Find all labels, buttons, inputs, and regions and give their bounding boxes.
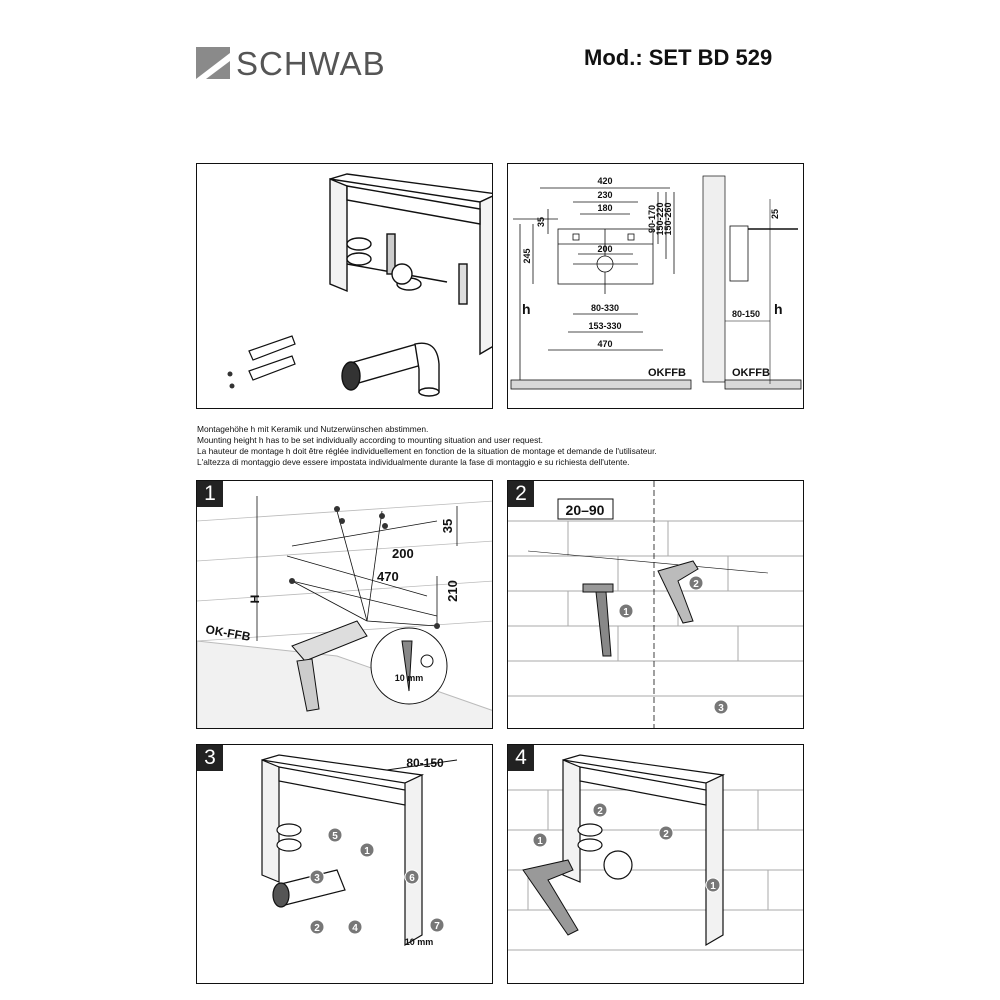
dim-80-330: 80-330 <box>590 303 620 313</box>
step-4-panel <box>507 744 804 984</box>
mounting-notes <box>197 424 657 468</box>
dim-h-left: h <box>522 301 531 317</box>
dim-230: 230 <box>597 190 613 200</box>
step3-drill-size: 10 mm <box>404 937 434 947</box>
okffb-left: OKFFB <box>648 367 686 379</box>
dim-470: 470 <box>597 339 613 349</box>
step1-dim-200: 200 <box>392 546 414 561</box>
dim-90-170: 90-170 <box>647 204 657 234</box>
dim-180: 180 <box>597 203 613 213</box>
step4-marker-1b-label: 1 <box>710 881 716 892</box>
note-fr: La hauteur de montage h doit être réglée individuellement en fonction de la situation de montage et demande de l'utilisateur. <box>197 446 657 456</box>
step2-range: 20–90 <box>565 502 605 518</box>
step-2-illustration <box>508 481 804 729</box>
step-3-panel <box>196 744 493 984</box>
step3-marker-1-label: 1 <box>364 846 370 857</box>
step3-marker-7-label: 7 <box>434 921 440 932</box>
step-2-panel <box>507 480 804 729</box>
dim-153-330: 153-330 <box>588 321 622 331</box>
step1-height-label: H <box>248 594 262 604</box>
note-it: L'altezza di montaggio deve essere impostata individualmente durante la fase di montaggio e su richiesta dell'utente. <box>197 457 630 467</box>
dim-150-260: 150-260 <box>663 202 673 236</box>
parts-illustration <box>197 164 493 409</box>
step1-okffb: OK-FFB <box>204 622 252 644</box>
note-en: Mounting height h has to be set individually according to mounting situation and user request. <box>197 435 543 445</box>
step2-marker-1-label: 1 <box>623 607 629 618</box>
step-number: 1 <box>197 481 223 507</box>
step2-marker-2-label: 2 <box>693 579 699 590</box>
model-title: Mod.: SET BD 529 <box>584 45 773 70</box>
dimension-drawing-panel <box>507 163 804 409</box>
step2-marker-3-label: 3 <box>718 703 724 714</box>
step3-marker-4-label: 4 <box>352 923 358 934</box>
step1-dim-470: 470 <box>377 569 399 584</box>
dim-245: 245 <box>522 248 532 264</box>
step1-dim-35: 35 <box>440 518 455 534</box>
dim-420: 420 <box>597 176 613 186</box>
step1-drill-size: 10 mm <box>394 673 424 683</box>
dim-25: 25 <box>770 208 780 220</box>
step3-marker-3-label: 3 <box>314 873 320 884</box>
schwab-logo <box>196 47 406 83</box>
dim-200: 200 <box>597 244 613 254</box>
step-4-illustration <box>508 745 804 984</box>
step-3-illustration <box>197 745 493 984</box>
dim-150-220: 150-220 <box>655 202 665 236</box>
step3-marker-6-label: 6 <box>409 873 415 884</box>
okffb-right: OKFFB <box>732 367 770 379</box>
dim-35: 35 <box>536 216 546 228</box>
brand-name: SCHWAB <box>236 45 386 82</box>
dim-80-150: 80-150 <box>731 309 761 319</box>
step4-marker-1a-label: 1 <box>537 836 543 847</box>
step3-range: 80-150 <box>406 756 444 770</box>
step1-dim-210: 210 <box>445 580 460 602</box>
step3-marker-5-label: 5 <box>332 831 338 842</box>
step-number: 2 <box>508 481 534 507</box>
step-number: 3 <box>197 745 223 771</box>
step4-marker-2a-label: 2 <box>597 806 603 817</box>
note-de: Montagehöhe h mit Keramik und Nutzerwünschen abstimmen. <box>197 424 429 434</box>
parts-overview-panel <box>196 163 493 409</box>
dimension-drawing <box>508 164 804 409</box>
step3-marker-2-label: 2 <box>314 923 320 934</box>
step-number: 4 <box>508 745 534 771</box>
step-1-illustration <box>197 481 493 729</box>
step-1-panel <box>196 480 493 729</box>
step4-marker-2b-label: 2 <box>663 829 669 840</box>
logo-mark-icon <box>196 47 230 79</box>
dim-h-right: h <box>774 301 783 317</box>
